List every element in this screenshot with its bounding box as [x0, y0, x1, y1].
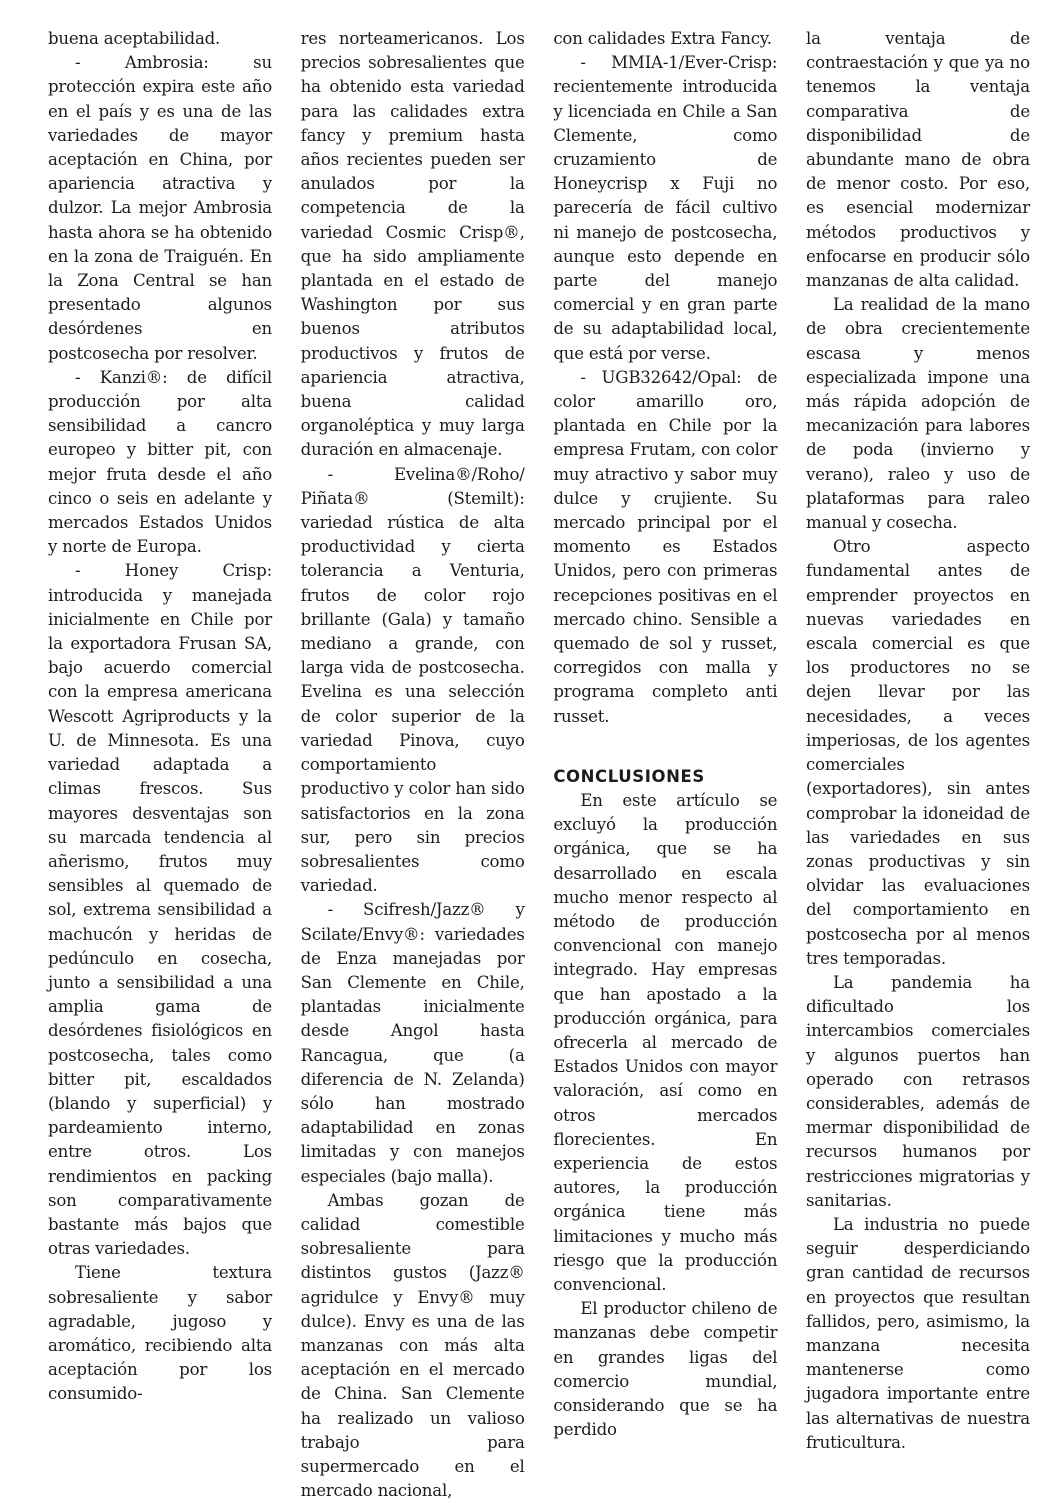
column-4	[805, 27, 1030, 1452]
paragraph-honey-crisp: - Honey Crisp: introducida y manejada inicialmente en Chile por la exportadora Frusan SA, bajo acuerdo comercial con la empresa americana Wescott Agriproducts y la U. de Minnesota. Es una variedad adaptada a climas frescos. Sus mayores desventajas son su marcada tendencia al añerismo, frutos muy sensibles al quemado de sol, extrema sensibilidad a machucón y heridas de pedúnculo en cosecha, junto a sensibilidad a una amplia gama de desórdenes fisiológicos en postcosecha, tales como bitter pit, escaldados (blando y superficial) y pardeamiento interno, entre otros. Los rendimientos en packing son comparativamente bastante más bajos que otras variedades.	[48, 561, 272, 1259]
paragraph: buena aceptabilidad.	[48, 29, 221, 48]
paragraph: Tiene textura sobresaliente y sabor agradable, jugoso y aromático, recibiendo alta aceptación por los consumido-	[48, 1263, 272, 1404]
paragraph: con calidades Extra Fancy.	[553, 29, 772, 48]
article-page	[48, 27, 1030, 1501]
paragraph: La industria no puede seguir desperdiciando gran cantidad de recursos en proyectos que resultan fallidos, pero, asimismo, la manzana necesita mantenerse como jugadora importante entre las alternativas de nuestra fruticultura.	[805, 1214, 1030, 1452]
paragraph: Otro aspecto fundamental antes de emprender proyectos en nuevas variedades en escala comercial es que los productores no se dejen llevar por las necesidades, a veces imperiosas, de los agentes comerciales (exportadores), sin antes comprobar la idoneidad de las variedades en sus zonas productivas y sin olvidar las evaluaciones del comportamiento en postcosecha por al menos tres temporadas.	[805, 537, 1030, 968]
paragraph: La pandemia ha dificultado los intercambios comerciales y algunos puertos han operado con retrasos considerables, además de mermar disponibilidad de recursos humanos por restricciones migratorias y sanitarias.	[805, 972, 1030, 1210]
section-heading: CONCLUSIONES	[553, 766, 705, 786]
paragraph: El productor chileno de manzanas debe competir en grandes ligas del comercio mundial, considerando que se ha perdido	[553, 1299, 778, 1440]
paragraph: En este artículo se excluyó la producción orgánica, que se ha desarrollado en escala mucho menor respecto al método de producción convencional con manejo integrado. Hay empresas que han apostado a la producción orgánica, para ofrecerla al mercado de Estados Unidos con mayor valoración, así como en otros mercados florecientes. En experiencia de estos autores, la producción orgánica tiene más limitaciones y mucho más riesgo que la producción convencional.	[553, 790, 778, 1294]
paragraph-evelina: - Evelina®/Roho/ Piñata® (Stemilt): variedad rústica de alta productividad y cierta tolerancia a Venturia, frutos de color rojo brillante (Gala) y tamaño mediano a grande, con larga vida de postcosecha. Evelina es una selección de color superior de la variedad Pinova, cuyo comportamiento productivo y color han sido satisfactorios en la zona sur, pero sin precios sobresalientes como variedad.	[300, 464, 525, 896]
paragraph: la ventaja de contraestación y que ya no tenemos la ventaja comparativa de disponibilidad de abundante mano de obra de menor costo. Por eso, es esencial modernizar métodos productivos y enfocarse en producir sólo manzanas de alta calidad.	[805, 29, 1030, 291]
paragraph: La realidad de la mano de obra crecientemente escasa y menos especializada impone una más rápida adopción de mecanización para labores de poda (invierno y verano), raleo y uso de plataformas para raleo manual y cosecha.	[805, 295, 1030, 533]
paragraph-ambrosia: - Ambrosia: su protección expira este año en el país y es una de las variedades de mayor aceptación en China, por apariencia atractiva y dulzor. La mejor Ambrosia hasta ahora se ha obtenido en la zona de Traiguén. En la Zona Central se han presentado algunos desórdenes en postcosecha por resolver.	[48, 53, 272, 363]
paragraph: res norteamericanos. Los precios sobresalientes que ha obtenido esta variedad para las calidades extra fancy y premium hasta años recientes pueden ser anulados por la competencia de la variedad Cosmic Crisp®, que ha sido ampliamente plantada en el estado de Washington por sus buenos atributos productivos y frutos de apariencia atractiva, buena calidad organoléptica y muy larga duración en almacenaje.	[300, 29, 525, 460]
paragraph-scifresh: - Scifresh/Jazz® y Scilate/Envy®: variedades de Enza manejadas por San Clemente en Chile, plantadas inicialmente desde Angol hasta Rancagua, que (a diferencia de N. Zelanda) sólo han mostrado adaptabilidad en zonas limitadas y con manejos especiales (bajo malla).	[300, 900, 525, 1186]
paragraph-mmia: - MMIA-1/Ever-Crisp: recientemente introducida y licenciada en Chile a San Clemente, como cruzamiento de Honeycrisp x Fuji no parecería de fácil cultivo ni manejo de postcosecha, aunque esto depende en parte del manejo comercial y en gran parte de su adaptabilidad local, que está por verse.	[553, 53, 778, 363]
column-3	[553, 27, 778, 1440]
paragraph-kanzi: - Kanzi®: de difícil producción por alta sensibilidad a cancro europeo y bitter pit, con mejor fruta desde el año cinco o seis en adelante y mercados Estados Unidos y norte de Europa.	[48, 367, 272, 557]
column-1	[48, 27, 272, 1404]
paragraph-opal: - UGB32642/Opal: de color amarillo oro, plantada en Chile por la empresa Frutam, con color muy atractivo y sabor muy dulce y crujiente. Su mercado principal por el momento es Estados Unidos, pero con primeras recepciones positivas en el mercado chino. Sensible a quemado de sol y russet, corregidos con malla y programa completo anti russet.	[553, 367, 778, 726]
column-2	[300, 27, 525, 1501]
paragraph: Ambas gozan de calidad comestible sobresaliente para distintos gustos (Jazz® agridulce y Envy® muy dulce). Envy es una de las manzanas con más alta aceptación en el mercado de China. San Clemente ha realizado un valioso trabajo para supermercado en el mercado nacional,	[300, 1190, 525, 1501]
